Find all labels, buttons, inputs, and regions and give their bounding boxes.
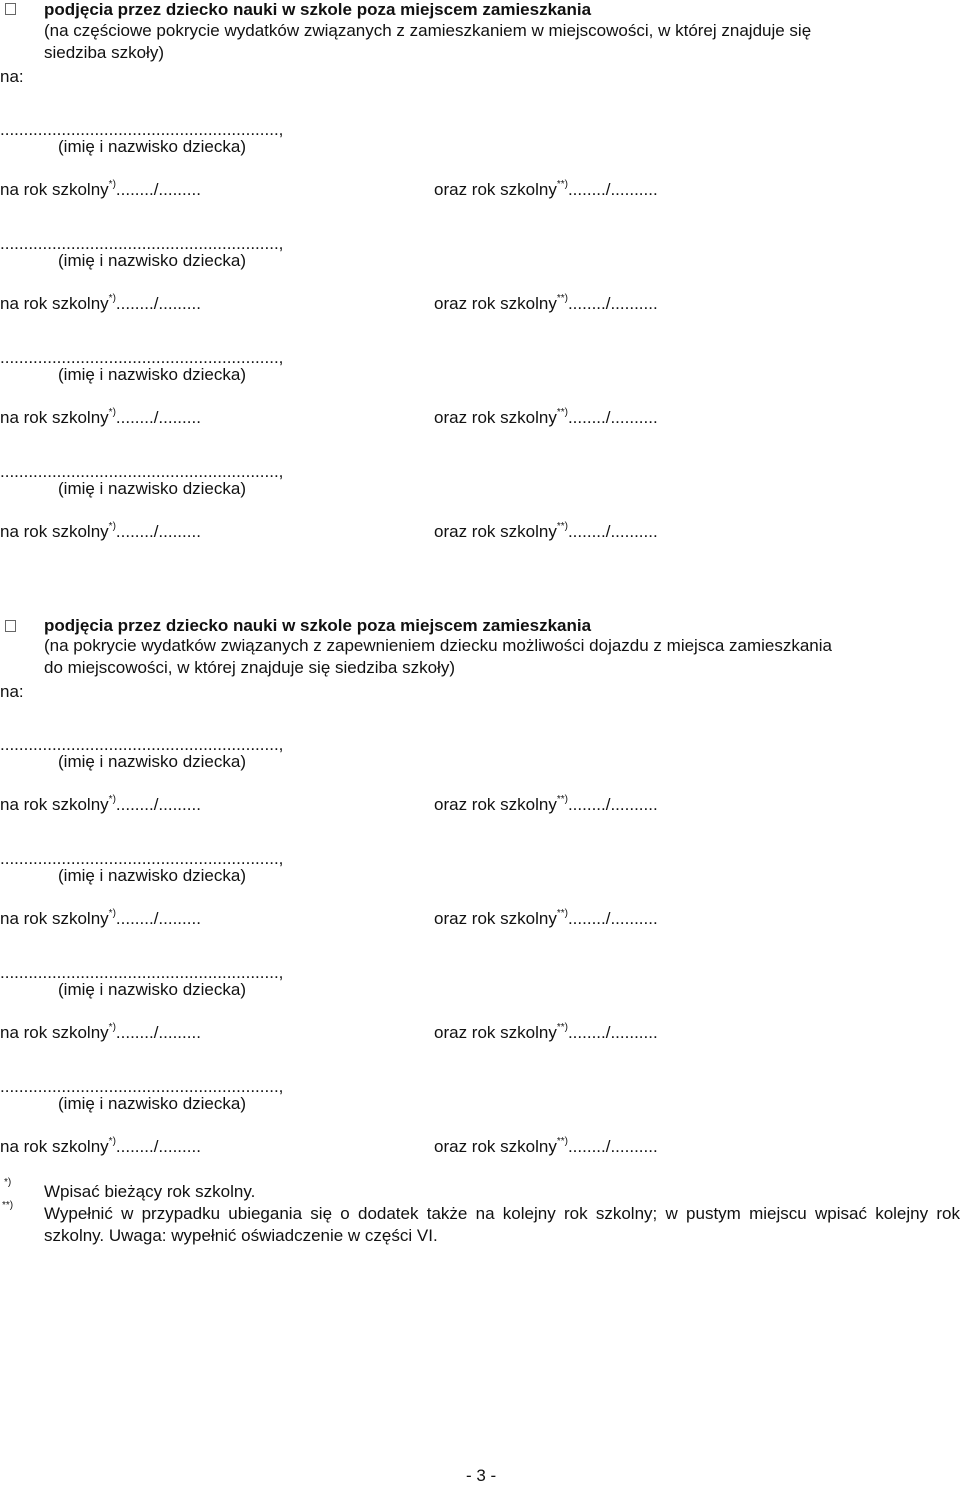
school-year-field[interactable]: ......../......... [115, 795, 201, 814]
school-year-label: na rok szkolny [0, 1137, 109, 1156]
section-2-heading: podjęcia przez dziecko nauki w szkole poza miejscem zamieszkania [44, 616, 592, 635]
school-year-label: na rok szkolny [0, 294, 109, 313]
child-name-label: (imię i nazwisko dziecka) [58, 365, 246, 384]
next-school-year-field[interactable]: ......../.......... [567, 795, 658, 814]
school-year-footnote-mark: *) [108, 179, 116, 190]
child-name-field[interactable]: ..........................................................., [0, 849, 284, 868]
next-school-year-footnote-mark: **) [556, 293, 568, 304]
next-school-year-row [434, 294, 658, 314]
child-name-label: (imię i nazwisko dziecka) [58, 137, 246, 156]
school-year-field[interactable]: ......../......... [115, 408, 201, 427]
school-year-field[interactable]: ......../......... [115, 180, 201, 199]
school-year-footnote-mark: *) [108, 1136, 116, 1147]
next-school-year-label: oraz rok szkolny [434, 909, 557, 928]
next-school-year-label: oraz rok szkolny [434, 1137, 557, 1156]
school-year-label: na rok szkolny [0, 408, 109, 427]
school-year-footnote-mark: *) [108, 908, 116, 919]
child-name-field[interactable]: ..........................................................., [0, 234, 284, 253]
child-name-label: (imię i nazwisko dziecka) [58, 866, 246, 885]
school-year-row [0, 180, 201, 200]
footnote-1-text: Wpisać bieżący rok szkolny. [44, 1182, 256, 1201]
section-1-desc-line2: siedziba szkoły) [44, 43, 164, 62]
section-1-na-label: na: [0, 67, 24, 86]
child-name-field[interactable]: ..........................................................., [0, 735, 284, 754]
next-school-year-row [434, 408, 658, 428]
next-school-year-label: oraz rok szkolny [434, 1023, 557, 1042]
next-school-year-label: oraz rok szkolny [434, 408, 557, 427]
section-2-description [44, 635, 960, 679]
next-school-year-row [434, 909, 658, 929]
section-2-na-label: na: [0, 682, 24, 701]
next-school-year-label: oraz rok szkolny [434, 180, 557, 199]
next-school-year-field[interactable]: ......../.......... [567, 1023, 658, 1042]
next-school-year-footnote-mark: **) [556, 1022, 568, 1033]
next-school-year-field[interactable]: ......../.......... [567, 294, 658, 313]
next-school-year-row [434, 795, 658, 815]
child-name-label: (imię i nazwisko dziecka) [58, 251, 246, 270]
school-year-footnote-mark: *) [108, 407, 116, 418]
next-school-year-field[interactable]: ......../.......... [567, 1137, 658, 1156]
school-year-footnote-mark: *) [108, 794, 116, 805]
next-school-year-field[interactable]: ......../.......... [567, 408, 658, 427]
next-school-year-footnote-mark: **) [556, 521, 568, 532]
child-name-field[interactable]: ..........................................................., [0, 462, 284, 481]
next-school-year-field[interactable]: ......../.......... [567, 909, 658, 928]
next-school-year-footnote-mark: **) [556, 794, 568, 805]
next-school-year-footnote-mark: **) [556, 908, 568, 919]
checkbox-section-1[interactable] [5, 3, 16, 15]
child-name-label: (imię i nazwisko dziecka) [58, 1094, 246, 1113]
next-school-year-label: oraz rok szkolny [434, 294, 557, 313]
school-year-row [0, 1137, 201, 1157]
child-name-field[interactable]: ..........................................................., [0, 348, 284, 367]
checkbox-section-2[interactable] [5, 620, 16, 632]
school-year-label: na rok szkolny [0, 522, 109, 541]
school-year-footnote-mark: *) [108, 521, 116, 532]
child-name-label: (imię i nazwisko dziecka) [58, 479, 246, 498]
next-school-year-row [434, 1137, 658, 1157]
child-name-field[interactable]: ..........................................................., [0, 120, 284, 139]
section-2-desc-line1: (na pokrycie wydatków związanych z zapewnieniem dziecku możliwości dojazdu z miejsca zamieszkania [44, 636, 832, 655]
next-school-year-footnote-mark: **) [556, 179, 568, 190]
next-school-year-field[interactable]: ......../.......... [567, 522, 658, 541]
next-school-year-row [434, 180, 658, 200]
child-name-field[interactable]: ..........................................................., [0, 1077, 284, 1096]
school-year-row [0, 522, 201, 542]
next-school-year-footnote-mark: **) [556, 407, 568, 418]
school-year-footnote-mark: *) [108, 293, 116, 304]
section-1-heading: podjęcia przez dziecko nauki w szkole poza miejscem zamieszkania [44, 0, 592, 19]
next-school-year-label: oraz rok szkolny [434, 795, 557, 814]
next-school-year-row [434, 522, 658, 542]
school-year-field[interactable]: ......../......... [115, 1137, 201, 1156]
next-school-year-footnote-mark: **) [556, 1136, 568, 1147]
school-year-row [0, 294, 201, 314]
school-year-label: na rok szkolny [0, 1023, 109, 1042]
child-name-label: (imię i nazwisko dziecka) [58, 752, 246, 771]
school-year-label: na rok szkolny [0, 180, 109, 199]
section-1-desc-line1: (na częściowe pokrycie wydatków związanych z zamieszkaniem w miejscowości, w której znajduje się [44, 21, 812, 40]
school-year-label: na rok szkolny [0, 909, 109, 928]
footnote-2-mark: **) [2, 1200, 14, 1211]
school-year-field[interactable]: ......../......... [115, 522, 201, 541]
footnote-2-text: Wypełnić w przypadku ubiegania się o dodatek także na kolejny rok szkolny; w pustym miejscu wpisać kolejny rok szkolny. Uwaga: wypełnić oświadczenie w części VI. [44, 1204, 960, 1245]
school-year-footnote-mark: *) [108, 1022, 116, 1033]
section-1-description [44, 20, 960, 64]
school-year-field[interactable]: ......../......... [115, 909, 201, 928]
school-year-field[interactable]: ......../......... [115, 294, 201, 313]
child-name-field[interactable]: ..........................................................., [0, 963, 284, 982]
school-year-row [0, 795, 201, 815]
school-year-field[interactable]: ......../......... [115, 1023, 201, 1042]
next-school-year-label: oraz rok szkolny [434, 522, 557, 541]
school-year-row [0, 408, 201, 428]
next-school-year-field[interactable]: ......../.......... [567, 180, 658, 199]
child-name-label: (imię i nazwisko dziecka) [58, 980, 246, 999]
footnote-1-mark: *) [4, 1177, 12, 1188]
school-year-label: na rok szkolny [0, 795, 109, 814]
next-school-year-row [434, 1023, 658, 1043]
section-2-desc-line2: do miejscowości, w której znajduje się siedziba szkoły) [44, 658, 455, 677]
school-year-row [0, 1023, 201, 1043]
school-year-row [0, 909, 201, 929]
page-number: - 3 - [466, 1466, 497, 1485]
